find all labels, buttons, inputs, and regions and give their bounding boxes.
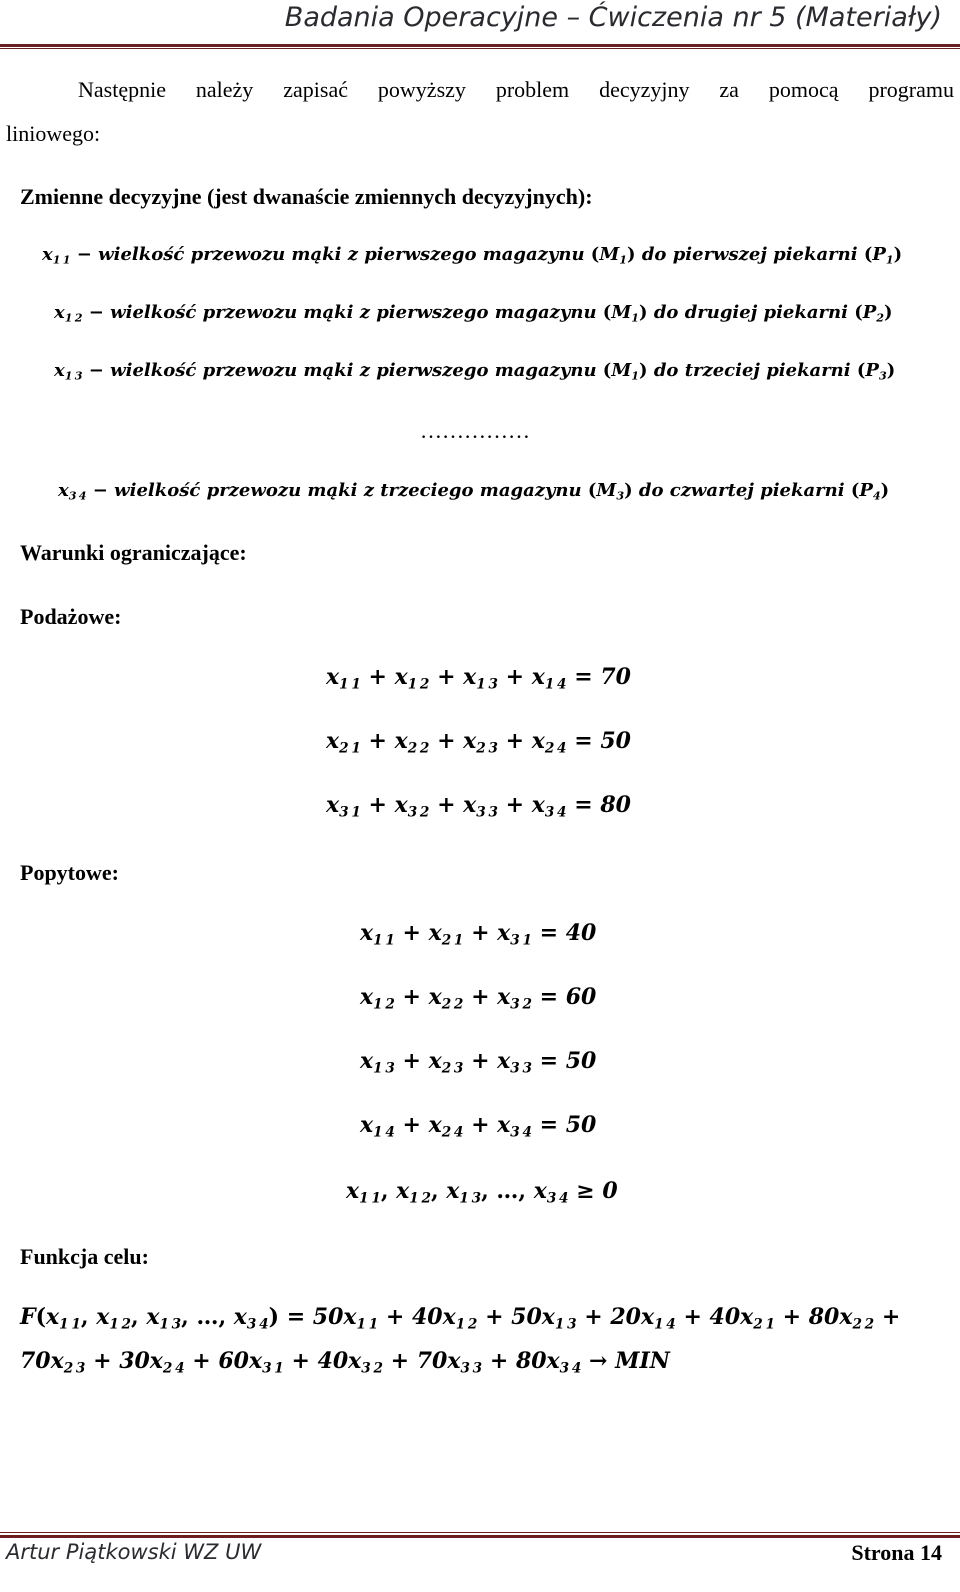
objective-line-2: $70x_{2 3} + 30x_{2 4} + 60x_{3 1} + 40x_{3 2} + 70x_{3 3} + 80x_{3 4}$ → MIN: [20, 1348, 670, 1377]
page-header: [0, 0, 960, 44]
intro-line-1: Następnie należy zapisać powyższy problem decyzyjny za pomocą programu: [78, 77, 954, 102]
definition-x13: $x_{1 3}$ − wielkość przewozu mąki z pierwszego magazynu $(M_1)$ do trzeciej piekarni $(P_3)$: [54, 360, 896, 383]
heading-decision-variables: Zmienne decyzyjne (jest dwanaście zmiennych decyzyjnych):: [20, 184, 593, 209]
footer-author: Artur Piątkowski WZ UW: [6, 1540, 262, 1564]
nonneg-row: $x_{1 1}$, $x_{1 2}$, $x_{1 3}$, …, $x_{3 4} \ge 0$: [346, 1178, 618, 1207]
supply-row-2: $x_{2 1} + x_{2 2} + x_{2 3} + x_{2 4} = 50$: [326, 728, 631, 757]
header-title: Badania Operacyjne – Ćwiczenia nr 5 (Materiały): [284, 2, 942, 33]
demand-row-1: $x_{1 1} + x_{2 1} + x_{3 1} = 40$: [360, 920, 597, 949]
header-rule-thin: [0, 48, 960, 49]
footer-page-number: Strona 14: [851, 1540, 942, 1565]
heading-demand: Popytowe:: [20, 860, 119, 885]
header-rule: [0, 44, 960, 47]
supply-row-3: $x_{3 1} + x_{3 2} + x_{3 3} + x_{3 4} = 80$: [326, 792, 631, 821]
definition-x11: $x_{1 1}$ − wielkość przewozu mąki z pierwszego magazynu $(M_1)$ do pierwszej piekarni $(P_1)$: [42, 244, 903, 267]
heading-constraints: Warunki ograniczające:: [20, 540, 247, 565]
objective-line-1: $F(x_{1 1}$, $x_{1 2}$, $x_{1 3}$, …, $x_{3 4}) = 50x_{1 1} + 40x_{1 2} + 50x_{1 3} + 20x_{1 4} + 40x_{2 1} + 80x_{2 2}$ +: [20, 1304, 901, 1333]
heading-objective: Funkcja celu:: [20, 1244, 149, 1269]
ellipsis: ……………: [420, 418, 530, 443]
demand-row-3: $x_{1 3} + x_{2 3} + x_{3 3} = 50$: [360, 1048, 597, 1077]
supply-row-1: $x_{1 1} + x_{1 2} + x_{1 3} + x_{1 4} = 70$: [326, 664, 631, 693]
heading-supply: Podażowe:: [20, 604, 122, 629]
definition-x12: $x_{1 2}$ − wielkość przewozu mąki z pierwszego magazynu $(M_1)$ do drugiej piekarni $(P_2)$: [54, 302, 893, 325]
demand-row-4: $x_{1 4} + x_{2 4} + x_{3 4} = 50$: [360, 1112, 597, 1141]
footer-rule: [0, 1535, 960, 1538]
demand-row-2: $x_{1 2} + x_{2 2} + x_{3 2} = 60$: [360, 984, 597, 1013]
intro-line-2: liniowego:: [6, 121, 101, 146]
intro-paragraph: [6, 68, 954, 156]
footer-rule-thin: [0, 1532, 960, 1533]
definition-x34: $x_{3 4}$ − wielkość przewozu mąki z trzeciego magazynu $(M_3)$ do czwartej piekarni $(P_4)$: [58, 480, 890, 503]
